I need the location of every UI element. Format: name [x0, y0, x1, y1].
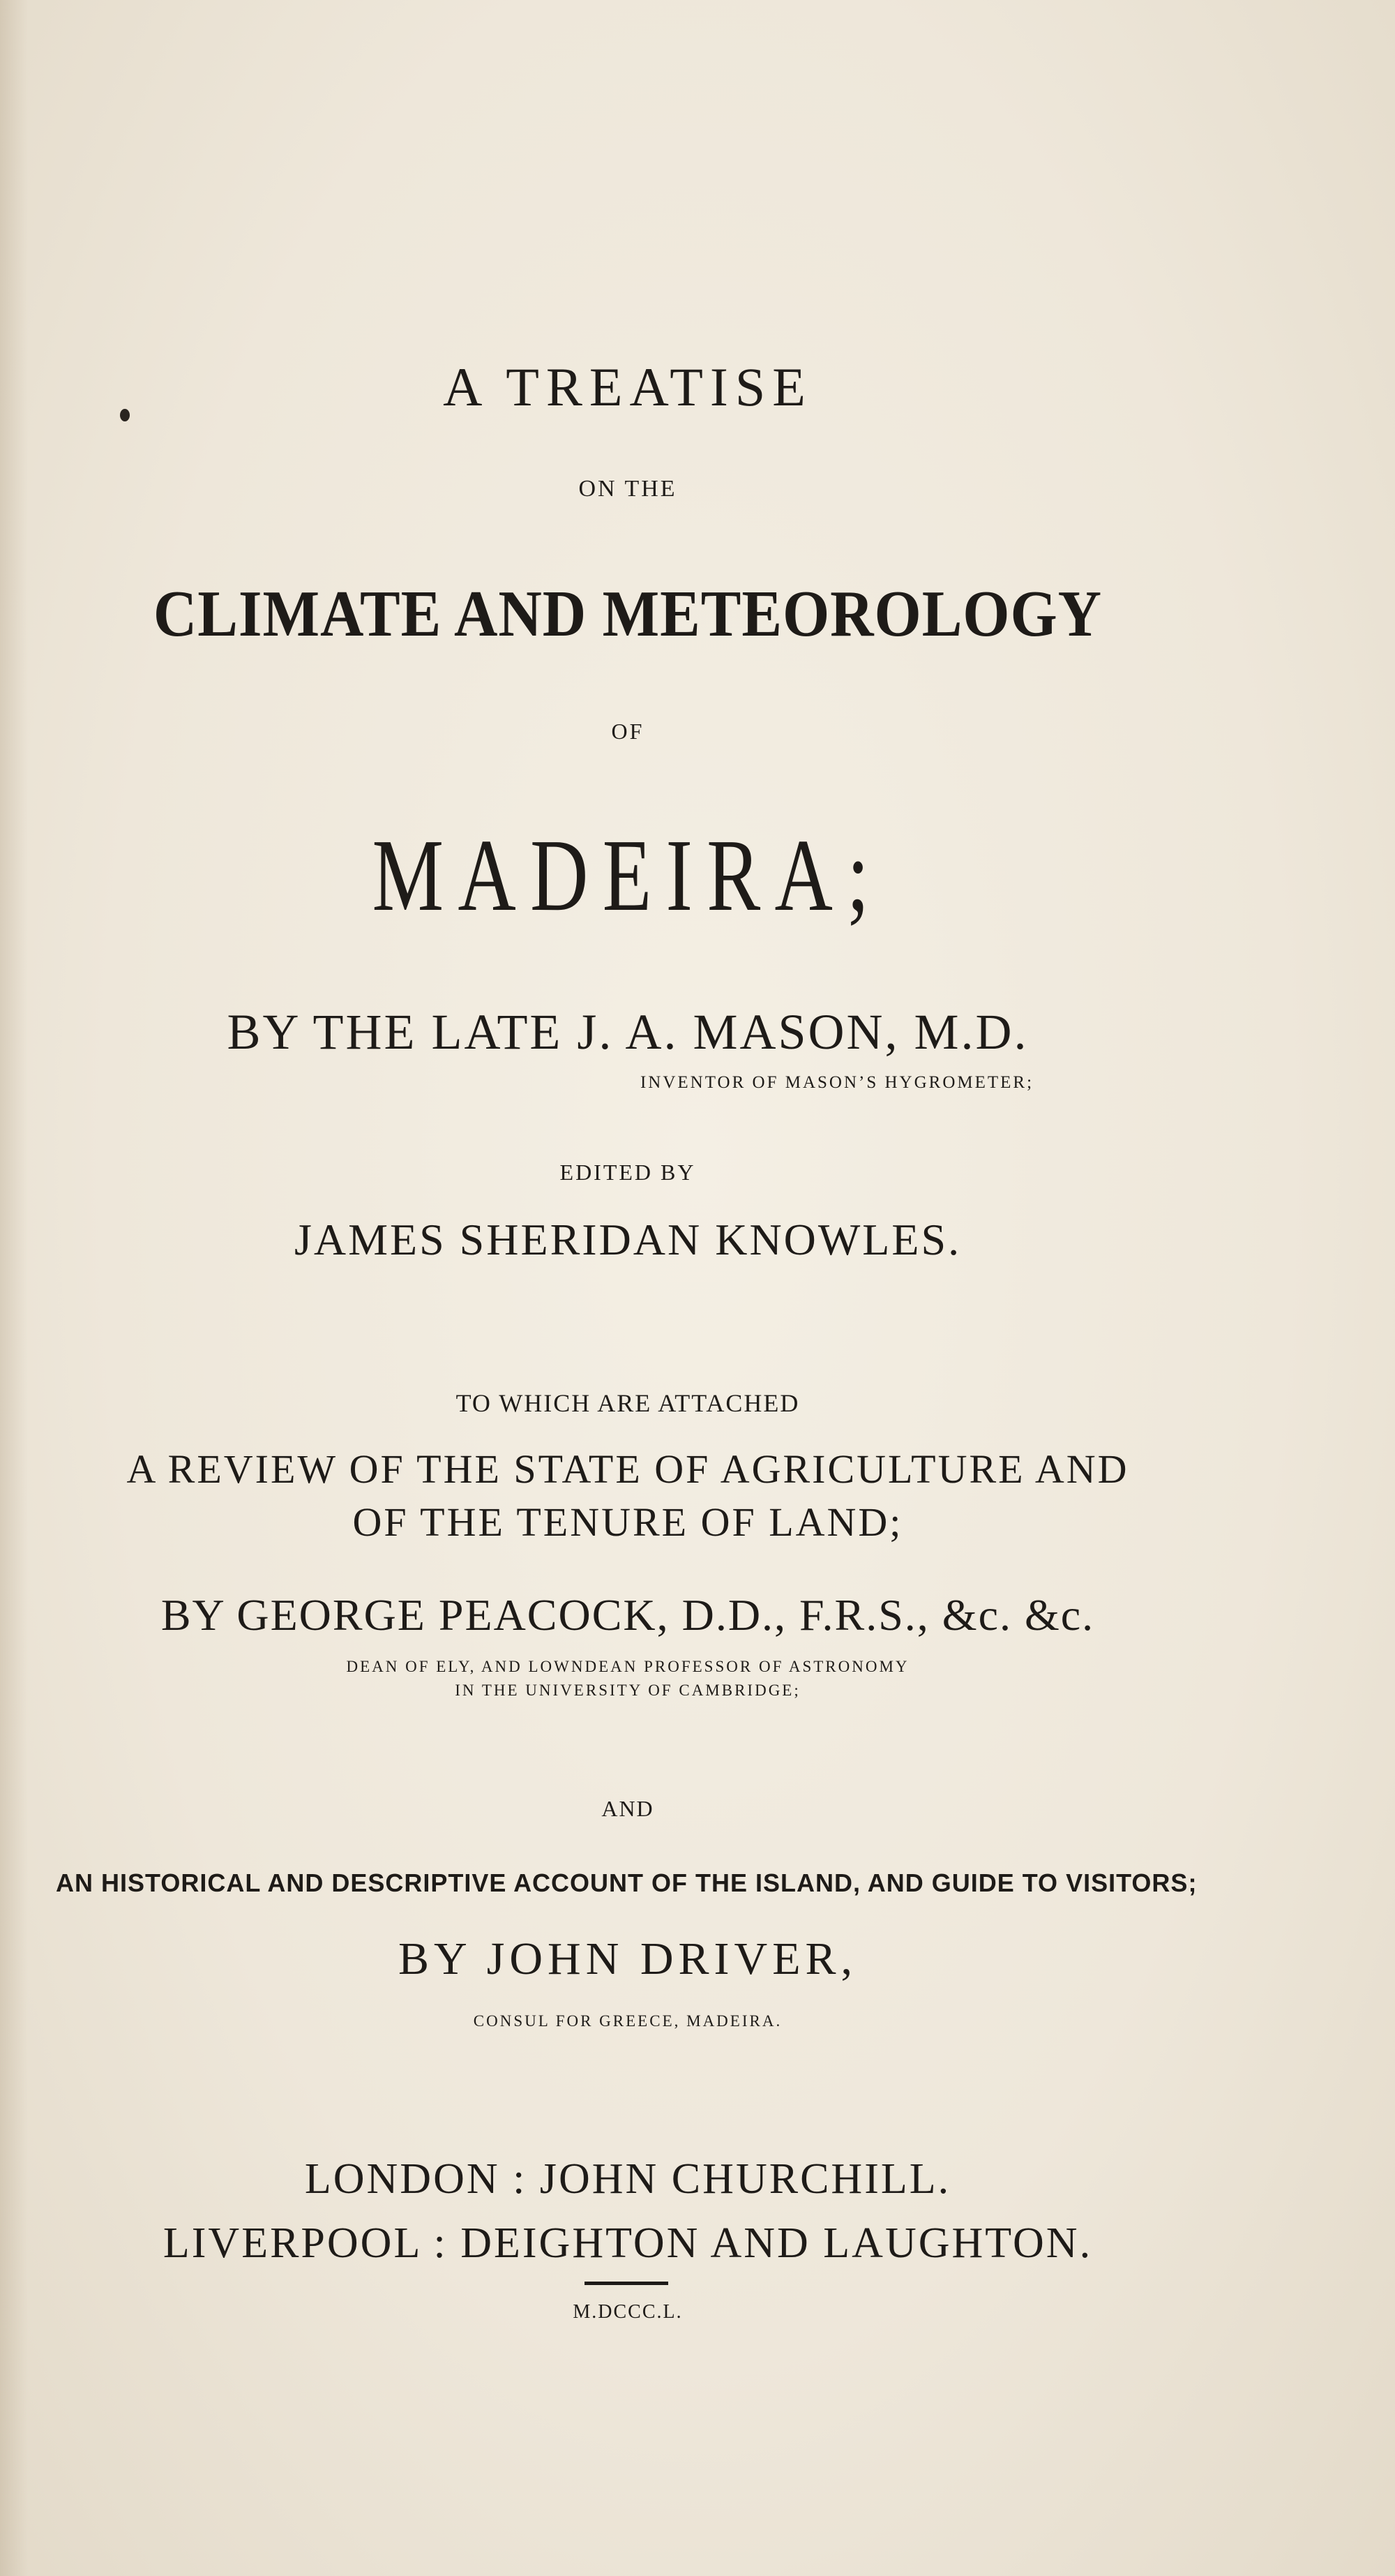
- account-author: BY JOHN DRIVER,: [398, 1933, 858, 1984]
- title-line-of: OF: [611, 719, 644, 744]
- and-line: AND: [601, 1796, 654, 1821]
- imprint-rule: [585, 2282, 668, 2285]
- imprint-line-2: LIVERPOOL : DEIGHTON AND LAUGHTON.: [163, 2219, 1093, 2267]
- title-line-on-the: ON THE: [578, 476, 677, 502]
- editor-name: JAMES SHERIDAN KNOWLES.: [294, 1215, 962, 1264]
- account-line: AN HISTORICAL AND DESCRIPTIVE ACCOUNT OF THE ISLAND, AND GUIDE TO VISITORS;: [56, 1869, 1198, 1897]
- editor-intro: EDITED BY: [559, 1160, 696, 1185]
- title-line-madeira: MADEIRA;: [372, 818, 884, 933]
- author-note: INVENTOR OF MASON’S HYGROMETER;: [640, 1073, 1034, 1092]
- review-author-note-1: DEAN OF ELY, AND LOWNDEAN PROFESSOR OF ASTRONOMY: [346, 1658, 910, 1675]
- author-line: BY THE LATE J. A. MASON, M.D.: [227, 1004, 1029, 1060]
- account-author-note: CONSUL FOR GREECE, MADEIRA.: [473, 2012, 783, 2030]
- title-line-climate: CLIMATE AND METEOROLOGY: [153, 578, 1103, 650]
- review-author: BY GEORGE PEACOCK, D.D., F.R.S., &c. &c.: [160, 1590, 1095, 1640]
- review-author-note-2: IN THE UNIVERSITY OF CAMBRIDGE;: [455, 1682, 801, 1699]
- title-line-treatise: A TREATISE: [443, 357, 813, 417]
- publication-year: M.DCCC.L.: [573, 2301, 683, 2323]
- review-line-1: A REVIEW OF THE STATE OF AGRICULTURE AND: [126, 1446, 1129, 1492]
- review-line-2: OF THE TENURE OF LAND;: [352, 1499, 903, 1545]
- attached-intro: TO WHICH ARE ATTACHED: [455, 1389, 800, 1417]
- imprint-line-1: LONDON : JOHN CHURCHILL.: [304, 2155, 951, 2203]
